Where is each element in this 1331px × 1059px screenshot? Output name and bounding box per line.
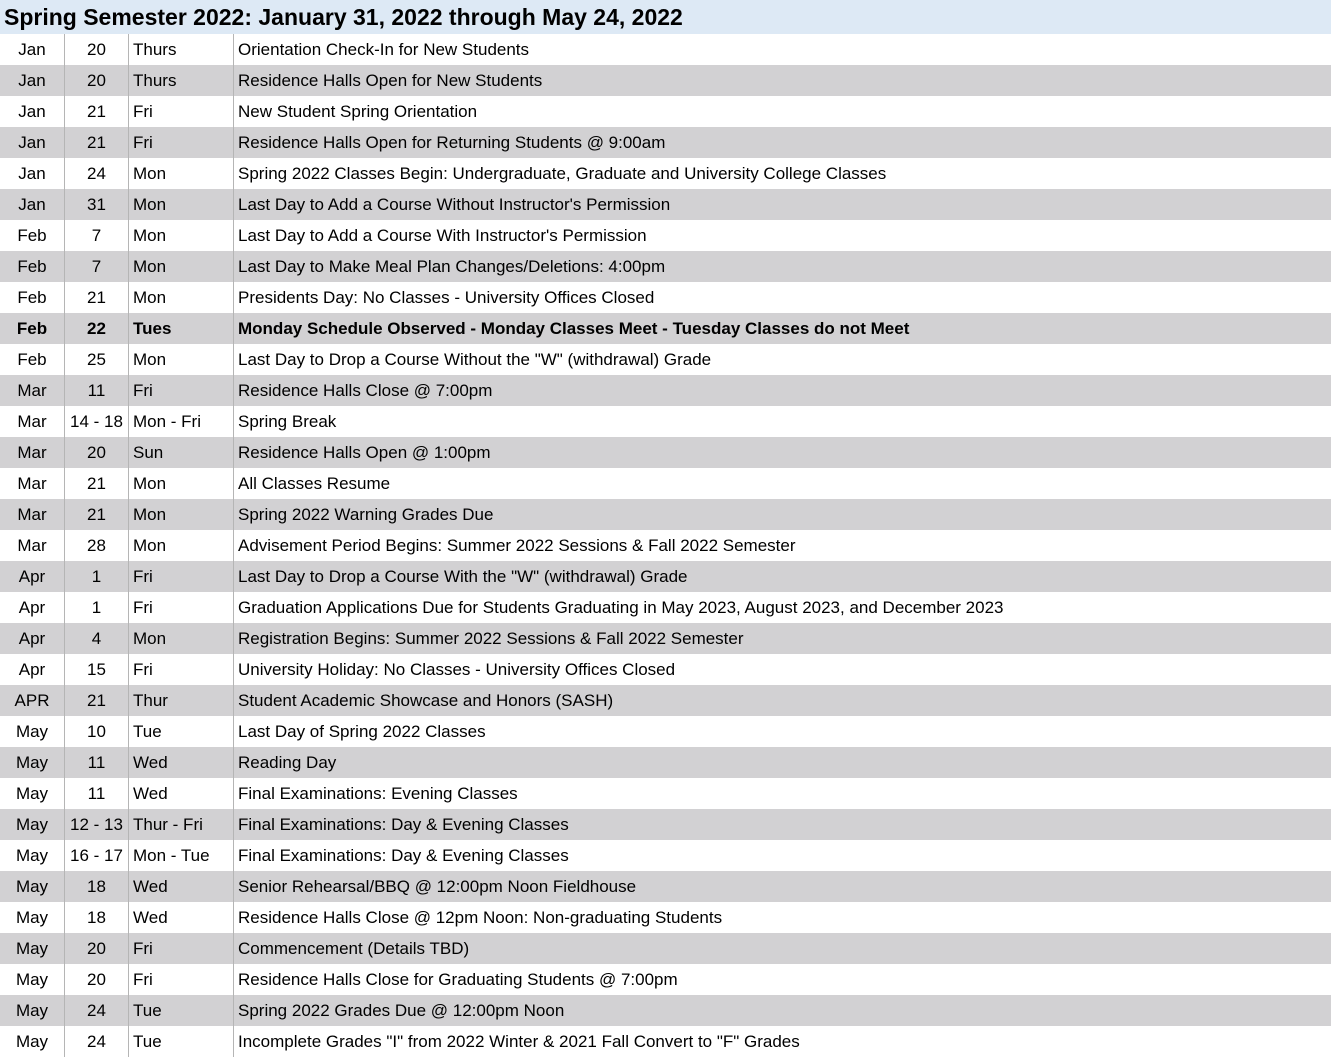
calendar-row [0,933,1331,964]
calendar-row [0,871,1331,902]
event-cell: Final Examinations: Evening Classes [234,778,1331,809]
calendar-row [0,995,1331,1026]
month-cell: Mar [0,406,65,437]
calendar-row [0,468,1331,499]
calendar-table [0,34,1331,1057]
month-cell: May [0,902,65,933]
day-cell: 15 [65,654,129,685]
weekday-cell: Mon [129,468,234,499]
event-cell: Residence Halls Close @ 12pm Noon: Non-graduating Students [234,902,1331,933]
event-cell: University Holiday: No Classes - University Offices Closed [234,654,1331,685]
month-cell: Feb [0,282,65,313]
month-cell: Jan [0,65,65,96]
day-cell: 21 [65,685,129,716]
day-cell: 21 [65,96,129,127]
calendar-row [0,561,1331,592]
weekday-cell: Fri [129,592,234,623]
calendar-row [0,127,1331,158]
day-cell: 16 - 17 [65,840,129,871]
event-cell: Monday Schedule Observed - Monday Classes Meet - Tuesday Classes do not Meet [234,313,1331,344]
event-cell: Last Day to Add a Course Without Instructor's Permission [234,189,1331,220]
calendar-row [0,530,1331,561]
day-cell: 24 [65,158,129,189]
month-cell: May [0,964,65,995]
month-cell: May [0,1026,65,1057]
weekday-cell: Mon [129,189,234,220]
event-cell: Registration Begins: Summer 2022 Sessions & Fall 2022 Semester [234,623,1331,654]
month-cell: Jan [0,158,65,189]
calendar-row [0,313,1331,344]
weekday-cell: Fri [129,561,234,592]
month-cell: Apr [0,654,65,685]
event-cell: Residence Halls Open for New Students [234,65,1331,96]
weekday-cell: Tues [129,313,234,344]
weekday-cell: Wed [129,778,234,809]
day-cell: 24 [65,995,129,1026]
event-cell: Presidents Day: No Classes - University Offices Closed [234,282,1331,313]
event-cell: Orientation Check-In for New Students [234,34,1331,65]
event-cell: Last Day to Make Meal Plan Changes/Deletions: 4:00pm [234,251,1331,282]
event-cell: Residence Halls Close for Graduating Students @ 7:00pm [234,964,1331,995]
day-cell: 22 [65,313,129,344]
month-cell: May [0,871,65,902]
event-cell: Reading Day [234,747,1331,778]
month-cell: May [0,778,65,809]
calendar-row [0,1026,1331,1057]
event-cell: Final Examinations: Day & Evening Classes [234,809,1331,840]
weekday-cell: Mon [129,344,234,375]
event-cell: Last Day of Spring 2022 Classes [234,716,1331,747]
event-cell: Last Day to Add a Course With Instructor's Permission [234,220,1331,251]
weekday-cell: Fri [129,375,234,406]
weekday-cell: Mon [129,623,234,654]
weekday-cell: Fri [129,127,234,158]
weekday-cell: Thurs [129,65,234,96]
event-cell: Final Examinations: Day & Evening Classes [234,840,1331,871]
day-cell: 21 [65,499,129,530]
day-cell: 20 [65,933,129,964]
calendar-row [0,716,1331,747]
calendar-row [0,778,1331,809]
day-cell: 4 [65,623,129,654]
weekday-cell: Wed [129,747,234,778]
month-cell: Mar [0,530,65,561]
month-cell: Feb [0,313,65,344]
weekday-cell: Mon - Fri [129,406,234,437]
weekday-cell: Mon [129,282,234,313]
event-cell: Spring 2022 Classes Begin: Undergraduate, Graduate and University College Classes [234,158,1331,189]
month-cell: May [0,995,65,1026]
day-cell: 20 [65,34,129,65]
event-cell: Residence Halls Open @ 1:00pm [234,437,1331,468]
month-cell: Feb [0,251,65,282]
event-cell: Commencement (Details TBD) [234,933,1331,964]
weekday-cell: Wed [129,902,234,933]
calendar-row [0,964,1331,995]
event-cell: All Classes Resume [234,468,1331,499]
event-cell: Last Day to Drop a Course With the "W" (withdrawal) Grade [234,561,1331,592]
calendar-row [0,654,1331,685]
weekday-cell: Mon [129,251,234,282]
weekday-cell: Mon [129,499,234,530]
calendar-row [0,592,1331,623]
day-cell: 20 [65,437,129,468]
month-cell: Feb [0,344,65,375]
calendar-row [0,809,1331,840]
weekday-cell: Tue [129,1026,234,1057]
day-cell: 21 [65,468,129,499]
month-cell: Feb [0,220,65,251]
month-cell: APR [0,685,65,716]
event-cell: Spring Break [234,406,1331,437]
event-cell: Graduation Applications Due for Students Graduating in May 2023, August 2023, and December 2023 [234,592,1331,623]
event-cell: Residence Halls Close @ 7:00pm [234,375,1331,406]
day-cell: 28 [65,530,129,561]
calendar-row [0,623,1331,654]
weekday-cell: Mon [129,530,234,561]
month-cell: Apr [0,561,65,592]
event-cell: New Student Spring Orientation [234,96,1331,127]
month-cell: Jan [0,189,65,220]
calendar-row [0,282,1331,313]
calendar-row [0,344,1331,375]
month-cell: Mar [0,499,65,530]
weekday-cell: Wed [129,871,234,902]
day-cell: 18 [65,902,129,933]
day-cell: 10 [65,716,129,747]
calendar-row [0,406,1331,437]
month-cell: May [0,933,65,964]
weekday-cell: Mon [129,220,234,251]
day-cell: 11 [65,747,129,778]
weekday-cell: Thur [129,685,234,716]
calendar-row [0,902,1331,933]
weekday-cell: Fri [129,654,234,685]
calendar-row [0,251,1331,282]
calendar-row [0,65,1331,96]
event-cell: Last Day to Drop a Course Without the "W" (withdrawal) Grade [234,344,1331,375]
calendar-row [0,34,1331,65]
month-cell: May [0,747,65,778]
day-cell: 7 [65,251,129,282]
month-cell: May [0,809,65,840]
month-cell: Jan [0,96,65,127]
day-cell: 12 - 13 [65,809,129,840]
calendar-row [0,189,1331,220]
calendar-row [0,96,1331,127]
month-cell: Apr [0,623,65,654]
day-cell: 11 [65,375,129,406]
weekday-cell: Tue [129,995,234,1026]
day-cell: 14 - 18 [65,406,129,437]
event-cell: Senior Rehearsal/BBQ @ 12:00pm Noon Fieldhouse [234,871,1331,902]
calendar-row [0,747,1331,778]
month-cell: May [0,840,65,871]
month-cell: Mar [0,437,65,468]
day-cell: 21 [65,127,129,158]
event-cell: Spring 2022 Grades Due @ 12:00pm Noon [234,995,1331,1026]
month-cell: Jan [0,34,65,65]
event-cell: Residence Halls Open for Returning Students @ 9:00am [234,127,1331,158]
day-cell: 1 [65,561,129,592]
day-cell: 25 [65,344,129,375]
day-cell: 20 [65,964,129,995]
day-cell: 18 [65,871,129,902]
day-cell: 1 [65,592,129,623]
weekday-cell: Thur - Fri [129,809,234,840]
calendar-row [0,437,1331,468]
weekday-cell: Thurs [129,34,234,65]
weekday-cell: Fri [129,96,234,127]
month-cell: May [0,716,65,747]
weekday-cell: Sun [129,437,234,468]
event-cell: Advisement Period Begins: Summer 2022 Sessions & Fall 2022 Semester [234,530,1331,561]
event-cell: Student Academic Showcase and Honors (SASH) [234,685,1331,716]
day-cell: 31 [65,189,129,220]
day-cell: 24 [65,1026,129,1057]
calendar-row [0,840,1331,871]
day-cell: 7 [65,220,129,251]
calendar-body [0,34,1331,1057]
day-cell: 11 [65,778,129,809]
event-cell: Incomplete Grades "I" from 2022 Winter & 2021 Fall Convert to "F" Grades [234,1026,1331,1057]
day-cell: 20 [65,65,129,96]
month-cell: Mar [0,375,65,406]
calendar-row [0,685,1331,716]
month-cell: Mar [0,468,65,499]
weekday-cell: Mon [129,158,234,189]
calendar-row [0,158,1331,189]
event-cell: Spring 2022 Warning Grades Due [234,499,1331,530]
calendar-row [0,499,1331,530]
month-cell: Jan [0,127,65,158]
weekday-cell: Fri [129,964,234,995]
calendar-row [0,375,1331,406]
weekday-cell: Fri [129,933,234,964]
weekday-cell: Mon - Tue [129,840,234,871]
month-cell: Apr [0,592,65,623]
calendar-row [0,220,1331,251]
semester-title: Spring Semester 2022: January 31, 2022 through May 24, 2022 [0,0,1331,34]
weekday-cell: Tue [129,716,234,747]
day-cell: 21 [65,282,129,313]
